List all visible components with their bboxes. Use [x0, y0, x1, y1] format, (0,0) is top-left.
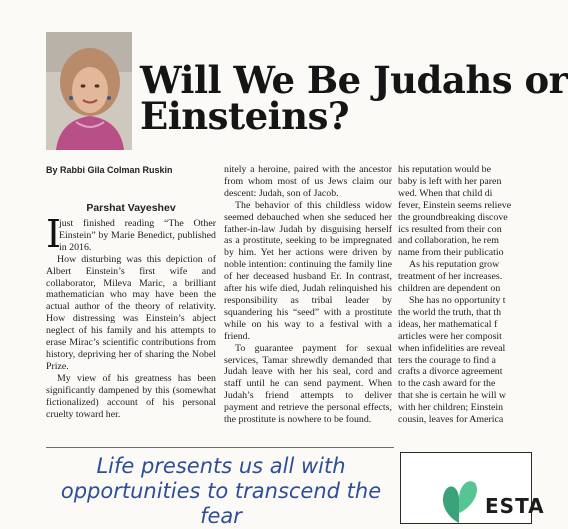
pullquote-line2: opportunities to transcend the fear — [60, 479, 382, 528]
paragraph-6: To guarantee payment for sexual services, Tamar shrewdly demanded that Judah leave with her his seal, cord and staff until he can send payment. When Judah’s friend attempts to deliver payment and retrieve the personal effects, the prostitute is nowhere to be found. — [224, 342, 392, 426]
advertisement-text: ESTA — [485, 494, 545, 518]
author-portrait-image — [46, 32, 132, 150]
col3-line: children are dependent on — [398, 283, 501, 295]
col3-line: cousin, leaves for America — [398, 414, 504, 426]
col3-line: baby is left with her paren — [398, 175, 502, 187]
col3-line: with her children; Einstein — [398, 402, 504, 414]
paragraph-2: How disturbing was this depiction of Albert Einstein’s first wife and collaborator, Mileva Maric, a brilliant mathematician who may have been the actual author of the theory of relativity. How distressing was Einstein’s abject neglect of his family and his attempts to erase Mirac’s scientific contributions from history, depriving her of sharing the Nobel Prize. — [46, 253, 216, 372]
paragraph-1 — [46, 212, 216, 256]
article-column-2 — [224, 164, 392, 426]
col3-line: that she is certain he will w — [398, 390, 507, 402]
col3-line: name from their publicatio — [398, 247, 504, 259]
pullquote-line1: Life presents us all with — [96, 454, 346, 478]
col3-line: his reputation would be — [398, 164, 491, 175]
col3-line: ideas, her mathematical f — [398, 318, 498, 330]
col3-line: the groundbreaking discove — [398, 211, 508, 223]
col3-line: when infidelities are reveal — [398, 342, 506, 354]
col3-line: wed. When that child di — [398, 187, 493, 199]
pullquote — [46, 454, 396, 529]
section-heading: Parshat Vayeshev — [86, 202, 176, 214]
col3-line: ics resulted from their con — [398, 223, 502, 235]
col3-line: She has no opportunity t — [409, 294, 506, 306]
author-photo — [46, 32, 132, 150]
col3-line: articles were her composit — [398, 330, 502, 342]
pullquote-divider — [46, 447, 394, 448]
col3-line: treatment of her increases. — [398, 271, 503, 283]
col3-line: to the cash award for the — [398, 378, 496, 390]
paragraph-4: nitely a heroine, paired with the ancestor from whom most of us Jews claim our descent: Judah, son of Jacob. — [224, 164, 392, 199]
article-column-3 — [398, 164, 528, 426]
col3-line: ters the courage to find a — [398, 354, 496, 366]
col3-line: crafts a divorce agreement — [398, 366, 503, 378]
paragraph-3: My view of his greatness has been significantly dampened by this (somewhat fictionalized) account of his personal cruelty toward her. — [46, 372, 216, 420]
paragraph-5: The behavior of this childless widow seemed debauched when she seduced her father-in-law Judah by disguising herself as a prostitute, seeking to be impregnated by him. Yet her actions were driven by noble intention: continuing the family line of her deceased husband Er. In contrast, after his wife died, Judah relinquished his responsibility as tribal leader by squandering his “seed” with a prostitute while on his way to a festival with a friend. — [224, 199, 392, 342]
advertisement — [400, 452, 545, 524]
dropcap: I — [46, 212, 62, 256]
col3-line: and collaboration, he rem — [398, 235, 499, 247]
col3-line: the world the truth, that th — [398, 306, 502, 318]
col3-line: fever, Einstein seems relieve — [398, 199, 512, 211]
article-column-1 — [46, 212, 216, 420]
article-title-line2: Einsteins? — [140, 94, 350, 138]
col3-line: As his reputation grow — [409, 259, 500, 271]
paragraph-1-text: just finished reading “The Other Einstein” by Marie Benedict, published in 2016. — [59, 218, 216, 253]
byline: By Rabbi Gila Colman Ruskin — [46, 165, 173, 175]
butterfly-logo-icon — [437, 473, 481, 525]
article-title — [140, 58, 568, 138]
article-title-line1: Will We Be Judahs or — [140, 58, 568, 102]
